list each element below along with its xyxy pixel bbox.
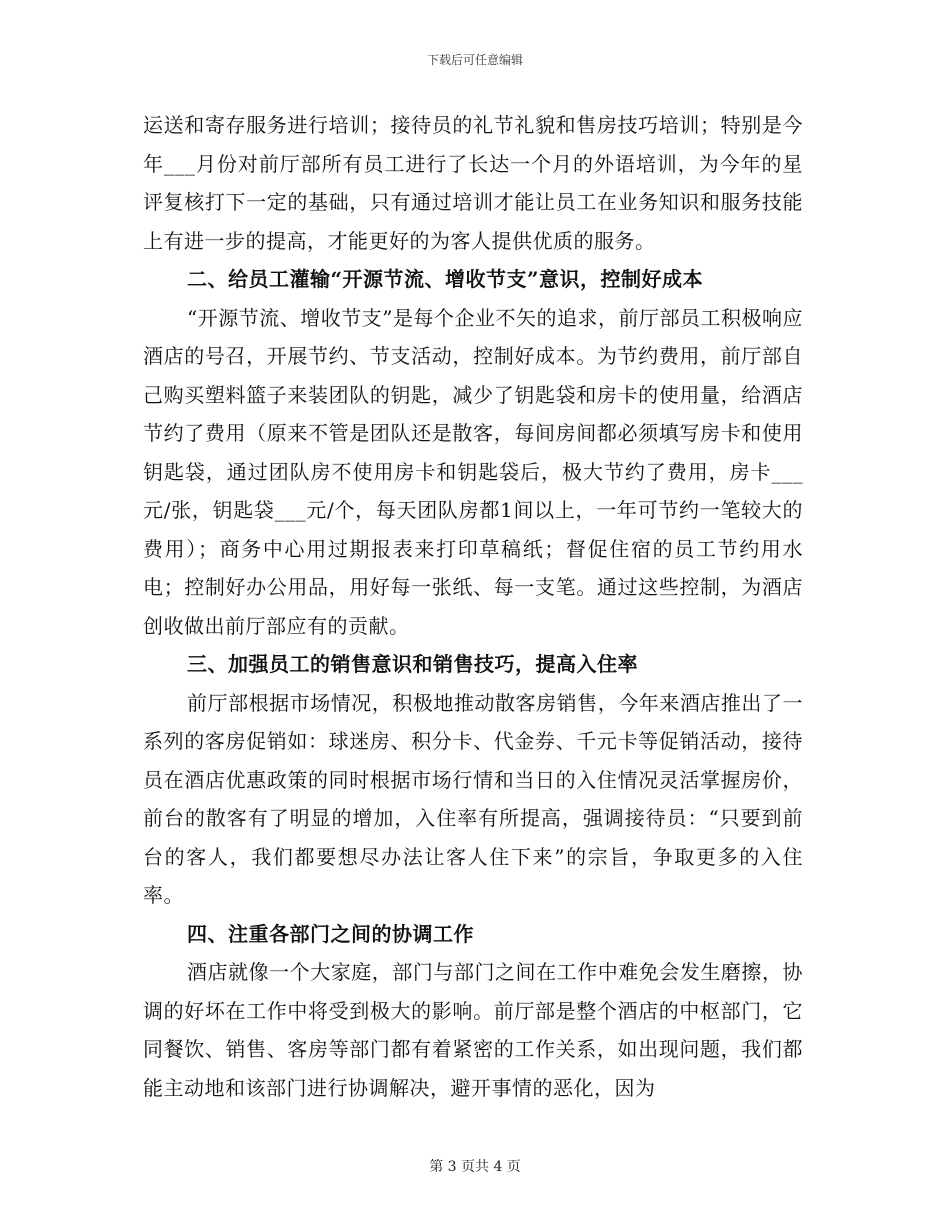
paragraph-coordination: 酒店就像一个大家庭，部门与部门之间在工作中难免会发生磨擦，协调的好坏在工作中将受到极大的影响。前厅部是整个酒店的中枢部门，它同餐饮、销售、客房等部门都有着紧密的工作关系，如出现问题，我们都能主动地和该部门进行协调解决，避开事情的恶化，因为 [143, 960, 803, 1100]
page-footer: 第 3 页共 4 页 [429, 1159, 521, 1175]
paragraph-cost-control: “开源节流、增收节支”是每个企业不矢的追求，前厅部员工积极响应酒店的号召，开展节约、节支活动，控制好成本。为节约费用，前厅部自己购买塑料篮子来装团队的钥匙，减少了钥匙袋和房卡的使用量，给酒店节约了费用（原来不管是团队还是散客，每间房间都必须填写房卡和使用钥匙袋，通过团队房不使用房卡和钥匙袋后，极大节约了费用，房卡___元/张，钥匙袋___元/个，每天团队房都1间以上，一年可节约一笔较大的费用）；商务中心用过期报表来打印草稿纸；督促住宿的员工节约用水电；控制好办公用品，用好每一张纸、每一支笔。通过这些控制，为酒店创收做出前厅部应有的贡献。 [143, 305, 803, 638]
heading-sales: 三、加强员工的销售意识和销售技巧，提高入住率 [187, 652, 638, 676]
heading-coordination: 四、注重各部门之间的协调工作 [187, 921, 474, 946]
paragraph-sales: 前厅部根据市场情况，积极地推动散客房销售，今年来酒店推出了一系列的客房促销如：球迷房、积分卡、代金券、千元卡等促销活动，接待员在酒店优惠政策的同时根据市场行情和当日的入住情况灵活掌握房价，前台的散客有了明显的增加，入住率有所提高，强调接待员：“只要到前台的客人，我们都要想尽办法让客人住下来”的宗旨，争取更多的入住率。 [143, 690, 803, 907]
document-body [143, 106, 803, 1107]
paragraph-training: 运送和寄存服务进行培训；接待员的礼节礼貌和售房技巧培训；特别是今年___月份对前厅部所有员工进行了长达一个月的外语培训，为今年的星评复核打下一定的基础，只有通过培训才能让员工在业务知识和服务技能上有进一步的提高，才能更好的为客人提供优质的服务。 [143, 113, 803, 253]
page-header: 下载后可任意编辑 [426, 53, 523, 67]
heading-cost-control: 二、给员工灌输“开源节流、增收节支”意识，控制好成本 [187, 267, 704, 291]
